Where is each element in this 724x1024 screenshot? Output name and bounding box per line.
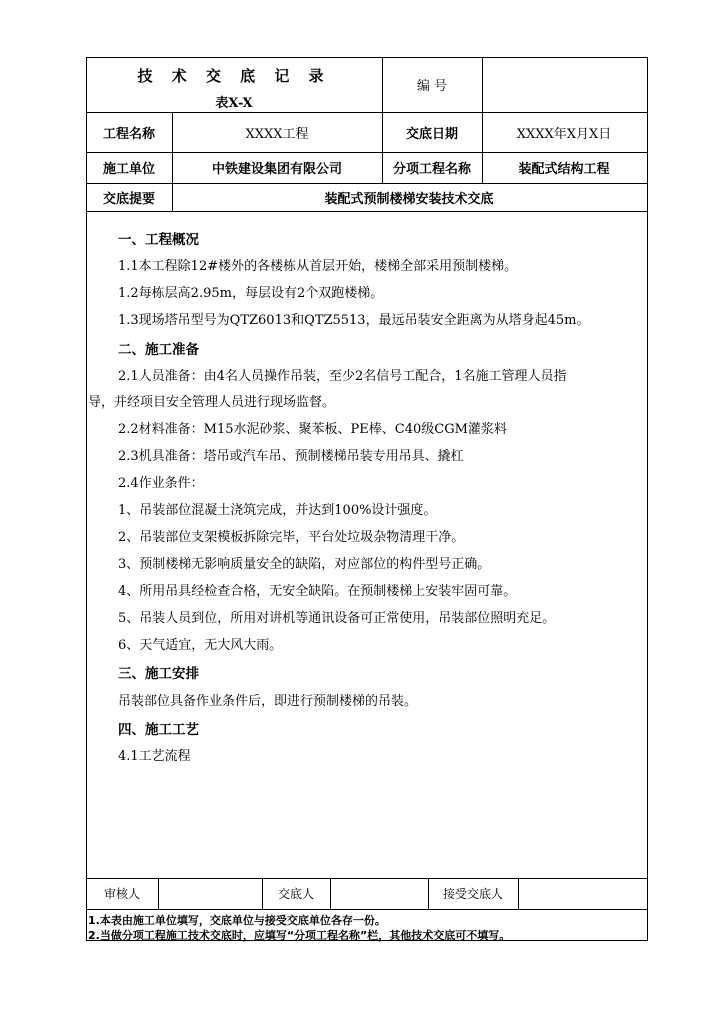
receiver-field[interactable] (518, 878, 646, 909)
form-number: 表X-X (215, 96, 253, 111)
note-1: 1.本表由施工单位填写，交底单位与接受交底单位各存一份。 (88, 914, 386, 927)
row-divider (86, 909, 648, 910)
unit-value[interactable]: 中铁建设集团有限公司 (211, 162, 342, 177)
discloser-field[interactable] (330, 878, 428, 909)
note-2: 2.当做分项工程施工技术交底时，应填写“分项工程名称”栏，其他技术交底可不填写。 (88, 929, 511, 942)
reviewer-field[interactable] (158, 878, 262, 909)
discloser-label: 交底人 (277, 887, 314, 901)
condition-item: 1、吊装部位混凝土浇筑完成，并达到100%设计强度。 (118, 503, 437, 518)
condition-item: 3、预制楼梯无影响质量安全的缺陷，对应部位的构件型号正确。 (118, 557, 491, 572)
section-heading: 三、施工安排 (118, 666, 199, 682)
number-label: 编 号 (416, 79, 448, 94)
section-heading: 一、工程概况 (118, 232, 199, 248)
project-name-value[interactable]: XXXX工程 (245, 126, 309, 142)
row-divider (86, 211, 648, 212)
condition-item: 2、吊装部位支架模板拆除完毕，平台处垃圾杂物清理干净。 (118, 530, 465, 545)
subproject-label: 分项工程名称 (392, 162, 471, 177)
paragraph: 2.1人员准备：由4名人员操作吊装，至少2名信号工配合，1名施工管理人员指 (118, 369, 567, 384)
project-name-label: 工程名称 (102, 126, 155, 142)
condition-item: 5、吊装人员到位，所用对讲机等通讯设备可正常使用，吊装部位照明充足。 (118, 611, 556, 626)
date-label: 交底日期 (405, 126, 458, 142)
paragraph: 2.2材料准备：M15水泥砂浆、聚苯板、PE棒、C40级CGM灌浆料 (118, 422, 507, 437)
paragraph: 4.1工艺流程 (118, 749, 191, 764)
paragraph: 1.2每栋层高2.95m，每层设有2个双跑楼梯。 (118, 286, 384, 301)
summary-value[interactable]: 装配式预制楼梯安装技术交底 (324, 191, 494, 207)
paragraph: 1.3现场塔吊型号为QTZ6013和QTZ5513，最远吊装安全距离为从塔身起45m。 (118, 313, 590, 328)
paragraph: 1.1本工程除12#楼外的各楼栋从首层开始，楼梯全部采用预制楼梯。 (118, 259, 518, 274)
reviewer-label: 审核人 (103, 887, 140, 901)
condition-item: 6、天气适宜，无大风大雨。 (118, 638, 283, 653)
subproject-value[interactable]: 装配式结构工程 (518, 162, 610, 177)
paragraph: 2.3机具准备：塔吊或汽车吊、预制楼梯吊装专用吊具、撬杠 (118, 449, 464, 464)
section-heading: 二、施工准备 (118, 342, 199, 358)
number-value[interactable] (482, 57, 646, 112)
condition-item: 4、所用吊具经检查合格，无安全缺陷。在预制楼梯上安装牢固可靠。 (118, 584, 517, 599)
summary-label: 交底提要 (102, 191, 155, 207)
receiver-label: 接受交底人 (442, 887, 503, 901)
unit-label: 施工单位 (102, 162, 155, 177)
paragraph: 2.4作业条件： (118, 476, 204, 491)
section-heading: 四、施工工艺 (118, 722, 199, 738)
disclosure-form (86, 57, 648, 943)
paragraph: 导，并经项目安全管理人员进行现场监督。 (88, 395, 336, 410)
date-value[interactable]: XXXX年X月X日 (516, 126, 612, 142)
paragraph: 吊装部位具备作业条件后，即进行预制楼梯的吊装。 (118, 694, 418, 709)
form-title: 技 术 交 底 记 录 (137, 67, 331, 85)
